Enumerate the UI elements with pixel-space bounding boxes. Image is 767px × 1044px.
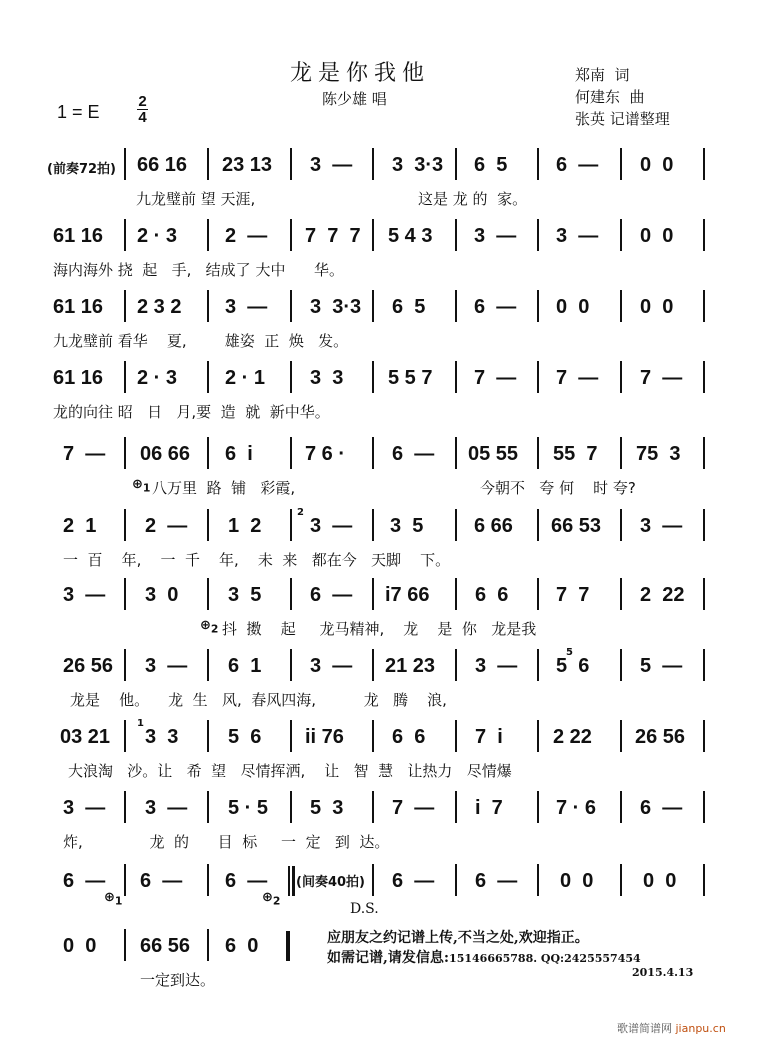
bar-line xyxy=(290,578,292,610)
bar-line xyxy=(620,791,622,823)
bar-line xyxy=(455,720,457,752)
measure: 23 13 xyxy=(222,154,273,176)
bar-line xyxy=(372,361,374,393)
measure: 7 · 6 xyxy=(556,797,597,819)
measure: 1 2 xyxy=(228,515,262,537)
measure: 6 i xyxy=(225,443,253,465)
contact-info: 15146665788. QQ:2425557454 xyxy=(449,952,641,965)
bar-line xyxy=(537,791,539,823)
lyrics: 龙的向往 昭 日 月,要 造 就 新中华。 xyxy=(53,403,330,421)
lyrics: 一 百 年, 一 千 年, 未 来 都在今 天脚 下。 xyxy=(63,551,451,569)
measure: 5 · 5 xyxy=(228,797,269,819)
measure: 2 — xyxy=(145,515,188,537)
bar-line xyxy=(703,148,705,180)
repeat-bar-thin xyxy=(288,866,290,896)
measure: 6 — xyxy=(474,296,517,318)
bar-line xyxy=(207,578,209,610)
lyrics: 抖 擞 起 龙马精神, 龙 是 你 龙是我 xyxy=(222,620,537,638)
coda-icon-1: $\oplus_1$ xyxy=(132,477,151,495)
bar-line xyxy=(207,929,209,961)
lyrics: 一定到达。 xyxy=(140,971,216,989)
measure: 03 21 xyxy=(60,726,111,748)
bar-line xyxy=(290,720,292,752)
score-row-2 xyxy=(0,225,767,295)
measure: 3 3·3 xyxy=(310,296,362,318)
bar-line xyxy=(124,219,126,251)
measure: 6 — xyxy=(556,154,599,176)
bar-line xyxy=(207,720,209,752)
bar-line xyxy=(537,219,539,251)
bar-line xyxy=(372,148,374,180)
measure: 3 — xyxy=(310,154,353,176)
bar-line xyxy=(290,791,292,823)
score-row-9 xyxy=(0,718,767,796)
bar-line xyxy=(372,219,374,251)
footer-note xyxy=(327,928,641,969)
measure: 6 — xyxy=(63,870,106,892)
bar-line xyxy=(207,290,209,322)
bar-line xyxy=(372,791,374,823)
measure: 2 — xyxy=(225,225,268,247)
grace-note: 1 xyxy=(137,718,144,729)
bar-line xyxy=(372,720,374,752)
measure: 6 — xyxy=(392,443,435,465)
lyrics: 炸, 龙 的 目 标 一 定 到 达。 xyxy=(63,833,390,851)
measure: 5 3 xyxy=(310,797,344,819)
measure: 7 — xyxy=(392,797,435,819)
measure: 6 — xyxy=(225,870,268,892)
dal-segno-mark: D.S. xyxy=(350,901,379,917)
lyricist-credit: 郑南 词 xyxy=(575,66,630,84)
measure: 3 — xyxy=(474,225,517,247)
bar-line xyxy=(124,578,126,610)
bar-line xyxy=(124,361,126,393)
time-sig-top: 2 xyxy=(138,93,147,110)
measure: 2 · 3 xyxy=(137,225,178,247)
measure: 61 16 xyxy=(53,367,104,389)
bar-line xyxy=(290,509,292,541)
measure: 2 22 xyxy=(553,726,592,748)
score-row-1 xyxy=(0,154,767,224)
bar-line xyxy=(703,509,705,541)
bar-line xyxy=(703,437,705,469)
measure: i7 66 xyxy=(385,584,430,606)
measure: 7 7 7 xyxy=(305,225,361,247)
time-signature xyxy=(137,94,148,125)
measure: 3 — xyxy=(63,797,106,819)
measure: 0 0 xyxy=(560,870,594,892)
interlude-label: (间奏40拍) xyxy=(296,875,365,890)
bar-line xyxy=(703,791,705,823)
measure: 6 0 xyxy=(225,935,259,957)
bar-line xyxy=(124,148,126,180)
bar-line xyxy=(455,290,457,322)
measure: 7 — xyxy=(556,367,599,389)
measure: 6 1 xyxy=(228,655,262,677)
bar-line xyxy=(620,649,622,681)
bar-line xyxy=(537,290,539,322)
bar-line xyxy=(620,864,622,896)
grace-note: 2 xyxy=(297,507,304,518)
bar-line xyxy=(455,509,457,541)
bar-line xyxy=(207,361,209,393)
bar-line xyxy=(455,791,457,823)
measure: 3 3 xyxy=(310,367,344,389)
lyrics: 大浪淘 沙。让 希 望 尽情挥洒, 让 智 慧 让热力 尽情爆 xyxy=(68,762,512,780)
score-row-6 xyxy=(0,507,767,585)
measure: 7 i xyxy=(475,726,503,748)
measure: 7 — xyxy=(640,367,683,389)
bar-line xyxy=(620,509,622,541)
measure: 3 — xyxy=(640,515,683,537)
bar-line xyxy=(537,437,539,469)
measure: 0 0 xyxy=(640,225,674,247)
lyrics: 龙是 他。 龙 生 风, 春风四海, 龙 腾 浪, xyxy=(70,691,447,709)
bar-line xyxy=(290,437,292,469)
prelude-label: (前奏72拍) xyxy=(47,162,116,177)
footer-line-1: 应朋友之约记谱上传,不当之处,欢迎指正。 xyxy=(327,930,589,946)
footer-line-2 xyxy=(327,948,641,969)
bar-line xyxy=(455,437,457,469)
measure: 5 — xyxy=(640,655,683,677)
measure: 6 — xyxy=(475,870,518,892)
final-bar-line xyxy=(286,931,290,961)
bar-line xyxy=(537,720,539,752)
measure: 2 22 xyxy=(640,584,685,606)
measure: 0 0 xyxy=(63,935,97,957)
measure: 66 56 xyxy=(140,935,191,957)
bar-line xyxy=(620,720,622,752)
measure: 6 — xyxy=(640,797,683,819)
watermark-en: jianpu.cn xyxy=(675,1022,726,1035)
coda-icon-2: $\oplus_2$ xyxy=(262,890,281,908)
measure: 3 3·3 xyxy=(392,154,444,176)
measure: 75 3 xyxy=(636,443,681,465)
measure: 21 23 xyxy=(385,655,436,677)
score-row-10 xyxy=(0,797,767,867)
measure: 3 5 xyxy=(390,515,424,537)
bar-line xyxy=(703,290,705,322)
lyrics: 八万里 路 铺 彩霞, xyxy=(152,479,296,497)
score-row-5 xyxy=(0,443,767,513)
bar-line xyxy=(207,791,209,823)
score-row-4 xyxy=(0,367,767,437)
measure: 26 56 xyxy=(63,655,114,677)
bar-line xyxy=(620,219,622,251)
lyrics: 海内海外 挠 起 手, 结成了 大中 华。 xyxy=(53,261,345,279)
transcription-date: 2015.4.13 xyxy=(632,966,694,979)
singer-credit: 陈少雄 唱 xyxy=(322,90,387,108)
measure: 6 5 xyxy=(474,154,508,176)
measure: i 7 xyxy=(475,797,503,819)
measure: 6 — xyxy=(310,584,353,606)
credits xyxy=(575,64,670,130)
bar-line xyxy=(455,649,457,681)
bar-line xyxy=(207,864,209,896)
measure: 0 0 xyxy=(643,870,677,892)
measure: 61 16 xyxy=(53,225,104,247)
coda-icon-1: $\oplus_1$ xyxy=(104,890,123,908)
measure: 2 · 1 xyxy=(225,367,266,389)
measure: 66 16 xyxy=(137,154,188,176)
bar-line xyxy=(620,361,622,393)
bar-line xyxy=(703,864,705,896)
measure: 66 53 xyxy=(551,515,602,537)
measure: 2 · 3 xyxy=(137,367,178,389)
bar-line xyxy=(290,290,292,322)
bar-line xyxy=(455,361,457,393)
bar-line xyxy=(207,509,209,541)
measure: ii 76 xyxy=(305,726,344,748)
bar-line xyxy=(620,290,622,322)
measure: 6 66 xyxy=(474,515,513,537)
measure: 61 16 xyxy=(53,296,104,318)
bar-line xyxy=(124,864,126,896)
bar-line xyxy=(703,720,705,752)
measure: 7 7 xyxy=(556,584,590,606)
measure: 6 — xyxy=(392,870,435,892)
measure: 3 0 xyxy=(145,584,179,606)
score-row-8 xyxy=(0,647,767,725)
bar-line xyxy=(124,791,126,823)
measure: 6 6 xyxy=(475,584,509,606)
bar-line xyxy=(124,290,126,322)
measure: 3 — xyxy=(225,296,268,318)
transcriber-credit: 张英 记谱整理 xyxy=(575,110,670,128)
measure: 3 3 xyxy=(145,726,179,748)
measure: 3 5 xyxy=(228,584,262,606)
measure: 7 6 · xyxy=(305,443,346,465)
measure: 0 0 xyxy=(640,296,674,318)
bar-line xyxy=(207,148,209,180)
measure: 3 — xyxy=(63,584,106,606)
measure: 2 1 xyxy=(63,515,97,537)
measure: 5 4 3 xyxy=(388,225,433,247)
measure: 5 5 7 xyxy=(388,367,433,389)
measure: 3 — xyxy=(310,515,353,537)
bar-line xyxy=(124,929,126,961)
bar-line xyxy=(703,361,705,393)
measure: 0 0 xyxy=(556,296,590,318)
measure: 3 — xyxy=(475,655,518,677)
measure: 0 0 xyxy=(640,154,674,176)
bar-line xyxy=(455,578,457,610)
bar-line xyxy=(537,509,539,541)
measure: 6 — xyxy=(140,870,183,892)
bar-line xyxy=(537,361,539,393)
bar-line xyxy=(124,509,126,541)
coda-icon-2: $\oplus_2$ xyxy=(200,618,219,636)
measure: 3 — xyxy=(556,225,599,247)
bar-line xyxy=(207,219,209,251)
bar-line xyxy=(620,148,622,180)
bar-line xyxy=(372,578,374,610)
measure: 5 6 xyxy=(556,655,590,677)
bar-line xyxy=(455,148,457,180)
measure: 5 6 xyxy=(228,726,262,748)
bar-line xyxy=(207,437,209,469)
key-signature: 1 = E xyxy=(57,102,100,122)
measure: 3 — xyxy=(310,655,353,677)
bar-line xyxy=(372,864,374,896)
bar-line xyxy=(290,361,292,393)
time-sig-bottom: 4 xyxy=(138,109,147,126)
measure: 55 7 xyxy=(553,443,598,465)
measure: 26 56 xyxy=(635,726,686,748)
bar-line xyxy=(703,578,705,610)
lyrics: 这是 龙 的 家。 xyxy=(418,190,528,208)
watermark-cn: 歌谱简谱网 xyxy=(617,1022,672,1035)
bar-line xyxy=(290,219,292,251)
bar-line xyxy=(372,649,374,681)
bar-line xyxy=(207,649,209,681)
bar-line xyxy=(372,290,374,322)
repeat-bar-thick xyxy=(292,866,295,896)
bar-line xyxy=(620,437,622,469)
measure: 7 — xyxy=(474,367,517,389)
bar-line xyxy=(703,649,705,681)
measure: 6 6 xyxy=(392,726,426,748)
bar-line xyxy=(124,720,126,752)
bar-line xyxy=(537,578,539,610)
bar-line xyxy=(455,219,457,251)
lyrics: 九龙璧前 望 天涯, xyxy=(136,190,256,208)
bar-line xyxy=(290,649,292,681)
measure: 2 3 2 xyxy=(137,296,182,318)
contact-label: 如需记谱,请发信息: xyxy=(327,950,450,966)
measure: 6 5 xyxy=(392,296,426,318)
watermark xyxy=(617,1020,726,1036)
bar-line xyxy=(620,578,622,610)
composer-credit: 何建东 曲 xyxy=(575,88,645,106)
score-row-7 xyxy=(0,584,767,654)
bar-line xyxy=(455,864,457,896)
bar-line xyxy=(537,148,539,180)
bar-line xyxy=(703,219,705,251)
measure: 06 66 xyxy=(140,443,191,465)
measure: 3 — xyxy=(145,797,188,819)
measure: 7 — xyxy=(63,443,106,465)
score-row-3 xyxy=(0,296,767,366)
measure: 05 55 xyxy=(468,443,519,465)
bar-line xyxy=(372,509,374,541)
lyrics: 今朝不 夸 何 时 夸? xyxy=(480,479,636,497)
bar-line xyxy=(537,649,539,681)
bar-line xyxy=(537,864,539,896)
bar-line xyxy=(372,437,374,469)
bar-line xyxy=(124,649,126,681)
bar-line xyxy=(290,148,292,180)
song-title: 龙是你我他 xyxy=(290,61,431,86)
grace-note: 5 xyxy=(566,647,573,658)
bar-line xyxy=(124,437,126,469)
lyrics: 九龙璧前 看华 夏, 雄姿 正 焕 发。 xyxy=(53,332,349,350)
measure: 3 — xyxy=(145,655,188,677)
